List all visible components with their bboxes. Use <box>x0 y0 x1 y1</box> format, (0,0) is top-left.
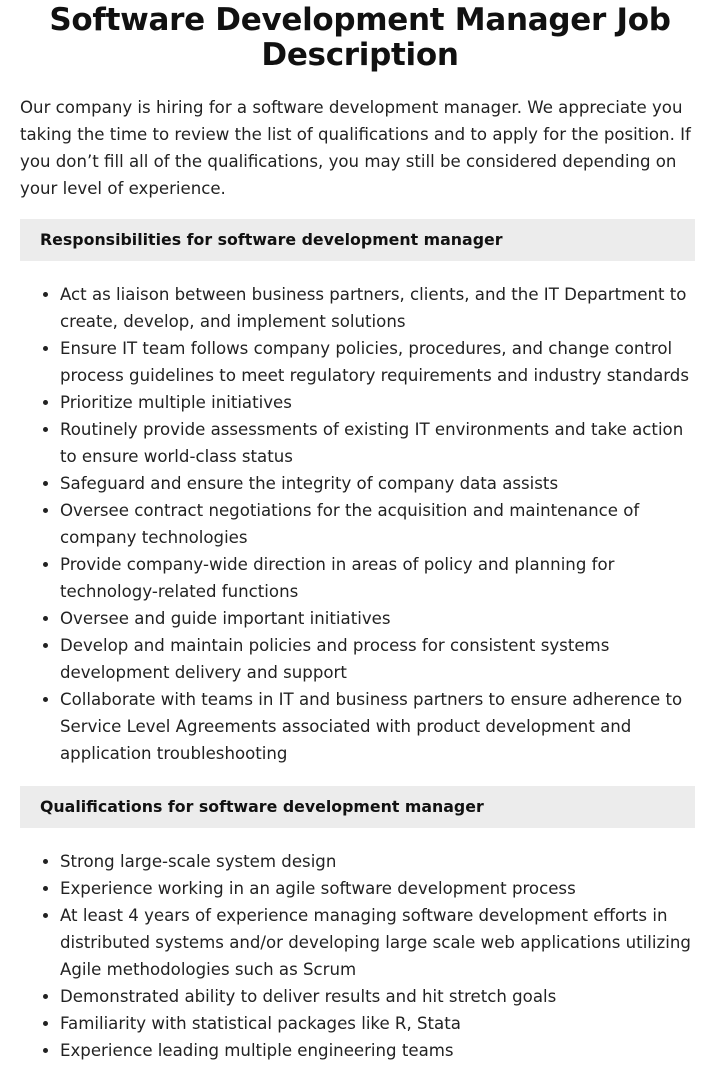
list-item: • Demonstrated ability to deliver results and hit stretch goals <box>60 983 700 1010</box>
list-item: • Collaborate with teams in IT and business partners to ensure adherence to Service Level Agreements associated with product development and application troubleshooting <box>60 686 700 767</box>
list-item: • Develop and maintain policies and process for consistent systems development delivery and support <box>60 632 700 686</box>
list-item: • Experience leading multiple engineering teams <box>60 1037 700 1064</box>
list-item: • Experience working in an agile software development process <box>60 875 700 902</box>
list-item: • Provide company-wide direction in areas of policy and planning for technology-related functions <box>60 551 700 605</box>
list-item: • Act as liaison between business partners, clients, and the IT Department to create, develop, and implement solutions <box>60 281 700 335</box>
list-item: • At least 4 years of experience managing software development efforts in distributed systems and/or developing large scale web applications utilizing Agile methodologies such as Scrum <box>60 902 700 983</box>
list-item: • Oversee contract negotiations for the acquisition and maintenance of company technologies <box>60 497 700 551</box>
qualifications-heading: Qualifications for software development manager <box>20 786 695 828</box>
list-item: • Oversee and guide important initiatives <box>60 605 700 632</box>
list-item: • Routinely provide assessments of existing IT environments and take action to ensure world-class status <box>60 416 700 470</box>
list-item: • Strong large-scale system design <box>60 848 700 875</box>
page-title: Software Development Manager Job Description <box>49 2 671 73</box>
list-item: • Familiarity with statistical packages like R, Stata <box>60 1010 700 1037</box>
intro-paragraph: Our company is hiring for a software development manager. We appreciate you taking the time to review the list of qualifications and to apply for the position. If you don’t fill all of the qualifications, you may still be considered depending on your level of experience. <box>20 98 691 198</box>
list-item: • Safeguard and ensure the integrity of company data assists <box>60 470 700 497</box>
responsibilities-list <box>20 281 700 767</box>
responsibilities-heading: Responsibilities for software development manager <box>20 219 695 261</box>
qualifications-list <box>20 848 700 1064</box>
list-item: • Prioritize multiple initiatives <box>60 389 700 416</box>
list-item: • Ensure IT team follows company policies, procedures, and change control process guidelines to meet regulatory requirements and industry standards <box>60 335 700 389</box>
